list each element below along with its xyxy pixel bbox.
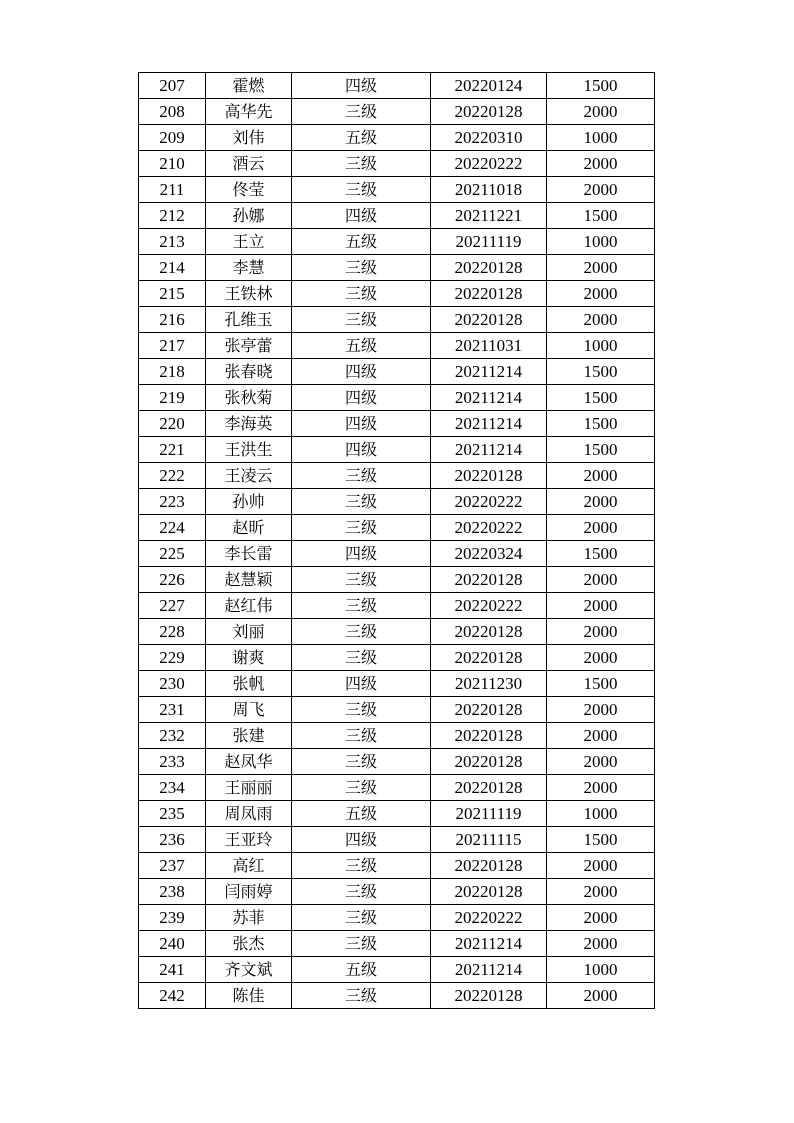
amount-cell: 1500 <box>547 203 655 229</box>
table-row <box>139 671 655 697</box>
date-cell: 20211214 <box>431 385 547 411</box>
table-row <box>139 593 655 619</box>
row-number-cell: 207 <box>139 73 206 99</box>
table-row <box>139 853 655 879</box>
amount-cell: 1500 <box>547 671 655 697</box>
table-row <box>139 203 655 229</box>
row-number-cell: 230 <box>139 671 206 697</box>
amount-cell: 1500 <box>547 411 655 437</box>
date-cell: 20220222 <box>431 515 547 541</box>
table-row <box>139 99 655 125</box>
name-cell: 王凌云 <box>206 463 292 489</box>
row-number-cell: 220 <box>139 411 206 437</box>
date-cell: 20211119 <box>431 229 547 255</box>
date-cell: 20220128 <box>431 255 547 281</box>
name-cell: 张建 <box>206 723 292 749</box>
level-cell: 三级 <box>292 697 431 723</box>
name-cell: 孙娜 <box>206 203 292 229</box>
amount-cell: 2000 <box>547 307 655 333</box>
level-cell: 三级 <box>292 853 431 879</box>
level-cell: 五级 <box>292 801 431 827</box>
amount-cell: 2000 <box>547 567 655 593</box>
date-cell: 20220310 <box>431 125 547 151</box>
name-cell: 刘丽 <box>206 619 292 645</box>
name-cell: 王洪生 <box>206 437 292 463</box>
date-cell: 20211230 <box>431 671 547 697</box>
level-cell: 四级 <box>292 541 431 567</box>
row-number-cell: 222 <box>139 463 206 489</box>
row-number-cell: 229 <box>139 645 206 671</box>
table-row <box>139 73 655 99</box>
table-row <box>139 255 655 281</box>
level-cell: 三级 <box>292 255 431 281</box>
amount-cell: 2000 <box>547 593 655 619</box>
amount-cell: 1500 <box>547 359 655 385</box>
row-number-cell: 219 <box>139 385 206 411</box>
name-cell: 张春晓 <box>206 359 292 385</box>
date-cell: 20220222 <box>431 489 547 515</box>
date-cell: 20220222 <box>431 593 547 619</box>
name-cell: 高红 <box>206 853 292 879</box>
name-cell: 王铁林 <box>206 281 292 307</box>
amount-cell: 2000 <box>547 255 655 281</box>
level-cell: 三级 <box>292 151 431 177</box>
date-cell: 20220128 <box>431 619 547 645</box>
amount-cell: 2000 <box>547 645 655 671</box>
table-body <box>139 73 655 1009</box>
date-cell: 20220128 <box>431 567 547 593</box>
row-number-cell: 242 <box>139 983 206 1009</box>
row-number-cell: 217 <box>139 333 206 359</box>
level-cell: 五级 <box>292 333 431 359</box>
table-row <box>139 229 655 255</box>
date-cell: 20220128 <box>431 697 547 723</box>
amount-cell: 2000 <box>547 177 655 203</box>
table-row <box>139 359 655 385</box>
level-cell: 四级 <box>292 203 431 229</box>
name-cell: 孙帅 <box>206 489 292 515</box>
amount-cell: 1500 <box>547 385 655 411</box>
row-number-cell: 215 <box>139 281 206 307</box>
row-number-cell: 223 <box>139 489 206 515</box>
row-number-cell: 225 <box>139 541 206 567</box>
row-number-cell: 221 <box>139 437 206 463</box>
level-cell: 五级 <box>292 125 431 151</box>
name-cell: 陈佳 <box>206 983 292 1009</box>
table-row <box>139 619 655 645</box>
name-cell: 霍燃 <box>206 73 292 99</box>
name-cell: 闫雨婷 <box>206 879 292 905</box>
table-row <box>139 957 655 983</box>
level-cell: 四级 <box>292 411 431 437</box>
table-row <box>139 931 655 957</box>
level-cell: 三级 <box>292 983 431 1009</box>
row-number-cell: 224 <box>139 515 206 541</box>
name-cell: 刘伟 <box>206 125 292 151</box>
amount-cell: 2000 <box>547 99 655 125</box>
level-cell: 四级 <box>292 385 431 411</box>
level-cell: 三级 <box>292 931 431 957</box>
date-cell: 20211221 <box>431 203 547 229</box>
level-cell: 三级 <box>292 281 431 307</box>
date-cell: 20220128 <box>431 307 547 333</box>
table-row <box>139 437 655 463</box>
table-row <box>139 775 655 801</box>
level-cell: 三级 <box>292 177 431 203</box>
level-cell: 三级 <box>292 99 431 125</box>
row-number-cell: 212 <box>139 203 206 229</box>
amount-cell: 1500 <box>547 437 655 463</box>
amount-cell: 1000 <box>547 125 655 151</box>
amount-cell: 2000 <box>547 983 655 1009</box>
date-cell: 20220128 <box>431 723 547 749</box>
table-row <box>139 541 655 567</box>
amount-cell: 1000 <box>547 229 655 255</box>
date-cell: 20211115 <box>431 827 547 853</box>
name-cell: 赵红伟 <box>206 593 292 619</box>
name-cell: 赵慧颖 <box>206 567 292 593</box>
table-row <box>139 801 655 827</box>
row-number-cell: 239 <box>139 905 206 931</box>
date-cell: 20211214 <box>431 411 547 437</box>
name-cell: 张帆 <box>206 671 292 697</box>
date-cell: 20220128 <box>431 879 547 905</box>
name-cell: 王立 <box>206 229 292 255</box>
table-row <box>139 333 655 359</box>
amount-cell: 2000 <box>547 749 655 775</box>
amount-cell: 1000 <box>547 957 655 983</box>
amount-cell: 1500 <box>547 541 655 567</box>
amount-cell: 2000 <box>547 463 655 489</box>
amount-cell: 2000 <box>547 853 655 879</box>
date-cell: 20211214 <box>431 957 547 983</box>
table-row <box>139 749 655 775</box>
name-cell: 赵昕 <box>206 515 292 541</box>
table-row <box>139 827 655 853</box>
name-cell: 王丽丽 <box>206 775 292 801</box>
level-cell: 三级 <box>292 463 431 489</box>
row-number-cell: 232 <box>139 723 206 749</box>
table-row <box>139 723 655 749</box>
data-table <box>138 72 655 1009</box>
date-cell: 20220128 <box>431 775 547 801</box>
amount-cell: 2000 <box>547 489 655 515</box>
level-cell: 三级 <box>292 775 431 801</box>
table-row <box>139 879 655 905</box>
amount-cell: 2000 <box>547 775 655 801</box>
date-cell: 20220128 <box>431 463 547 489</box>
date-cell: 20211018 <box>431 177 547 203</box>
level-cell: 三级 <box>292 515 431 541</box>
table-row <box>139 281 655 307</box>
level-cell: 三级 <box>292 905 431 931</box>
row-number-cell: 210 <box>139 151 206 177</box>
amount-cell: 1000 <box>547 333 655 359</box>
name-cell: 佟莹 <box>206 177 292 203</box>
amount-cell: 2000 <box>547 619 655 645</box>
table-row <box>139 697 655 723</box>
table-row <box>139 567 655 593</box>
row-number-cell: 226 <box>139 567 206 593</box>
name-cell: 周飞 <box>206 697 292 723</box>
level-cell: 四级 <box>292 73 431 99</box>
row-number-cell: 211 <box>139 177 206 203</box>
name-cell: 酒云 <box>206 151 292 177</box>
row-number-cell: 241 <box>139 957 206 983</box>
amount-cell: 2000 <box>547 515 655 541</box>
name-cell: 齐文斌 <box>206 957 292 983</box>
amount-cell: 1000 <box>547 801 655 827</box>
amount-cell: 2000 <box>547 697 655 723</box>
table-row <box>139 645 655 671</box>
date-cell: 20220128 <box>431 645 547 671</box>
name-cell: 高华先 <box>206 99 292 125</box>
date-cell: 20211214 <box>431 931 547 957</box>
level-cell: 三级 <box>292 879 431 905</box>
table-row <box>139 905 655 931</box>
row-number-cell: 228 <box>139 619 206 645</box>
row-number-cell: 234 <box>139 775 206 801</box>
level-cell: 四级 <box>292 359 431 385</box>
row-number-cell: 216 <box>139 307 206 333</box>
row-number-cell: 237 <box>139 853 206 879</box>
level-cell: 三级 <box>292 489 431 515</box>
level-cell: 四级 <box>292 437 431 463</box>
level-cell: 三级 <box>292 567 431 593</box>
row-number-cell: 236 <box>139 827 206 853</box>
row-number-cell: 231 <box>139 697 206 723</box>
level-cell: 四级 <box>292 827 431 853</box>
name-cell: 王亚玲 <box>206 827 292 853</box>
row-number-cell: 227 <box>139 593 206 619</box>
name-cell: 张杰 <box>206 931 292 957</box>
amount-cell: 1500 <box>547 73 655 99</box>
amount-cell: 2000 <box>547 879 655 905</box>
amount-cell: 2000 <box>547 931 655 957</box>
level-cell: 五级 <box>292 229 431 255</box>
table-row <box>139 463 655 489</box>
row-number-cell: 208 <box>139 99 206 125</box>
row-number-cell: 240 <box>139 931 206 957</box>
level-cell: 三级 <box>292 723 431 749</box>
date-cell: 20220128 <box>431 99 547 125</box>
date-cell: 20211214 <box>431 359 547 385</box>
name-cell: 苏菲 <box>206 905 292 931</box>
name-cell: 谢爽 <box>206 645 292 671</box>
date-cell: 20220128 <box>431 281 547 307</box>
row-number-cell: 214 <box>139 255 206 281</box>
name-cell: 张亭蕾 <box>206 333 292 359</box>
table-row <box>139 411 655 437</box>
level-cell: 三级 <box>292 593 431 619</box>
level-cell: 五级 <box>292 957 431 983</box>
row-number-cell: 209 <box>139 125 206 151</box>
date-cell: 20220124 <box>431 73 547 99</box>
row-number-cell: 235 <box>139 801 206 827</box>
level-cell: 三级 <box>292 749 431 775</box>
amount-cell: 2000 <box>547 723 655 749</box>
date-cell: 20220324 <box>431 541 547 567</box>
table-row <box>139 983 655 1009</box>
date-cell: 20220222 <box>431 905 547 931</box>
date-cell: 20220222 <box>431 151 547 177</box>
row-number-cell: 213 <box>139 229 206 255</box>
name-cell: 李海英 <box>206 411 292 437</box>
table-row <box>139 307 655 333</box>
level-cell: 三级 <box>292 307 431 333</box>
level-cell: 三级 <box>292 619 431 645</box>
date-cell: 20211119 <box>431 801 547 827</box>
table-row <box>139 385 655 411</box>
amount-cell: 2000 <box>547 151 655 177</box>
row-number-cell: 218 <box>139 359 206 385</box>
name-cell: 周凤雨 <box>206 801 292 827</box>
name-cell: 孔维玉 <box>206 307 292 333</box>
date-cell: 20220128 <box>431 749 547 775</box>
amount-cell: 2000 <box>547 281 655 307</box>
table-row <box>139 489 655 515</box>
name-cell: 李慧 <box>206 255 292 281</box>
row-number-cell: 233 <box>139 749 206 775</box>
amount-cell: 2000 <box>547 905 655 931</box>
table-row <box>139 515 655 541</box>
name-cell: 赵凤华 <box>206 749 292 775</box>
name-cell: 张秋菊 <box>206 385 292 411</box>
level-cell: 四级 <box>292 671 431 697</box>
level-cell: 三级 <box>292 645 431 671</box>
table-row <box>139 177 655 203</box>
date-cell: 20211031 <box>431 333 547 359</box>
date-cell: 20220128 <box>431 983 547 1009</box>
date-cell: 20211214 <box>431 437 547 463</box>
amount-cell: 1500 <box>547 827 655 853</box>
table-row <box>139 125 655 151</box>
row-number-cell: 238 <box>139 879 206 905</box>
date-cell: 20220128 <box>431 853 547 879</box>
table-row <box>139 151 655 177</box>
name-cell: 李长雷 <box>206 541 292 567</box>
